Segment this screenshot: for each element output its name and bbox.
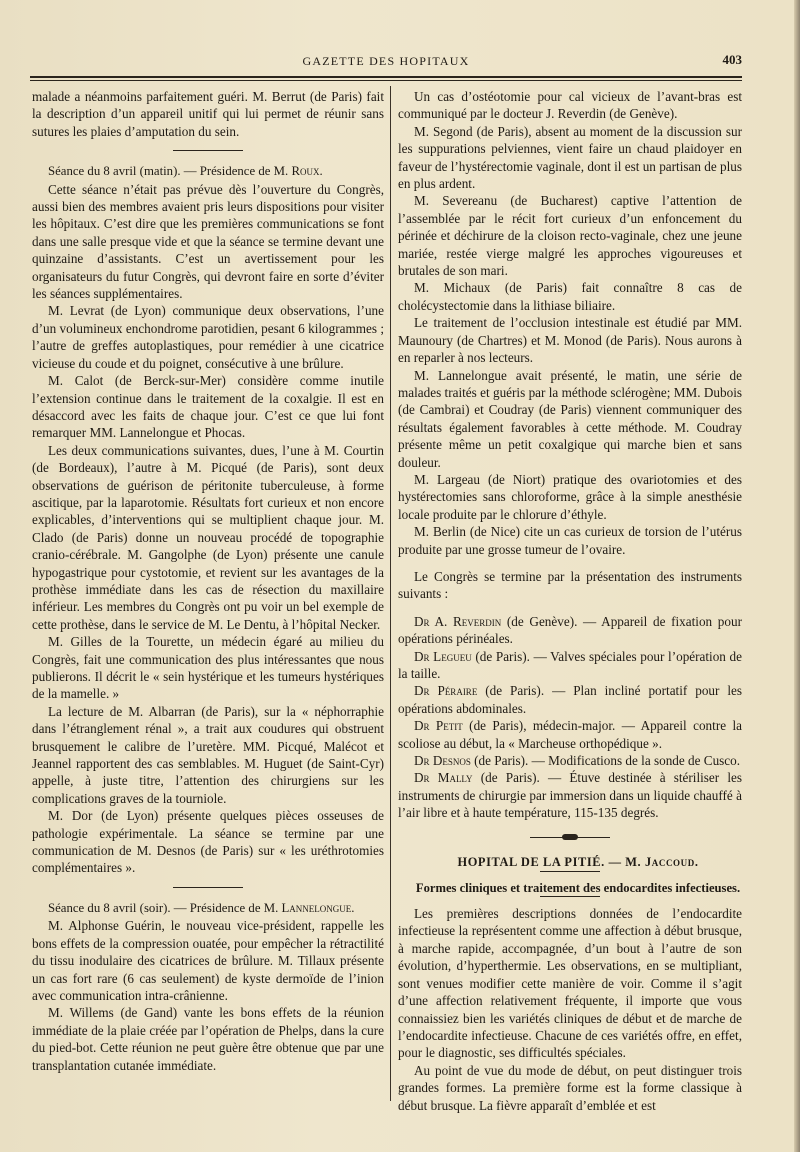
instrument-text: (de Genève). — Appareil de fixation pour opérations périnéales. bbox=[398, 613, 742, 647]
instrument-item bbox=[398, 682, 742, 717]
page-header bbox=[30, 50, 742, 72]
section-heading-text: HOPITAL DE LA PITIÉ. — M. bbox=[457, 854, 645, 869]
paragraph: M. Willems (de Gand) vante les bons effets de la réunion immédiate de la plaie créée par l’opération de Phelps, dans la cure du pied-bot. Cette réunion ne peut guère être obtenue que par une transplantation cutanée immédiate. bbox=[32, 1005, 384, 1073]
paragraph: La lecture de M. Albarran (de Paris), sur la « néphorraphie dans l’étranglement rénal », a trait aux coudures qui obstruent brusquement le calibre de l’uretère. MM. Picqué, Malécot et Jeannel rapportent des cas semblables. M. Huguet (de Saint-Cyr) appelle, à juste titre, l’attention des chirurgiens sur les complications graves de la tourniole. bbox=[32, 703, 384, 806]
header-double-rule bbox=[30, 76, 742, 81]
separator-rule bbox=[540, 871, 600, 872]
paragraph: M. Dor (de Lyon) présente quelques pièces osseuses de pathologie expérimentale. La séance se termine par une communication de M. Desnos (de Paris) sur « les uréthrotomies complémentaires ». bbox=[32, 808, 384, 876]
instrument-text: (de Paris). — Étuve destinée à stériliser les instruments de chirurgie par immersion dans un liquide chauffé à l’air libre et à haute température, 115-135 degrés. bbox=[398, 770, 743, 821]
paragraph: Les premières descriptions données de l’endocardite infectieuse la représentent comme une affection à début brusque, à marche rapide, accompagnée, d’un bout à l’autre de son évolution, d’hyperthermie. Les observations, en se multipliant, sont venues modifier cette manière de voir. Comme il s’agit d’une affection relativement fréquente, il importe que vous connaissiez bien les variétés cliniques de début et de marche de l’endocardite infectieuse. Chacune de ces variétés offre, en effet, pour le diagnostic, ses difficultés spéciales. bbox=[398, 906, 742, 1061]
paragraph: M. Gilles de la Tourette, un médecin égaré au milieu du Congrès, fait une communication des plus intéressantes que nous publierons. Il décrit le « sein hystérique et les tumeurs hystériques de la mamelle. » bbox=[32, 634, 384, 702]
session-heading-text: Séance du 8 avril (soir). — Présidence de M. bbox=[48, 900, 282, 915]
spacer bbox=[398, 558, 742, 568]
paragraph: M. Berlin (de Nice) cite un cas curieux de torsion de l’utérus produite par une grosse tumeur de l’ovaire. bbox=[398, 524, 742, 557]
paragraph: M. Michaux (de Paris) fait connaître 8 cas de cholécystectomie dans la lithiase biliaire. bbox=[398, 280, 742, 313]
instrument-item bbox=[398, 752, 742, 769]
paragraph: M. Calot (de Berck-sur-Mer) considère comme inutile l’extension continue dans le traitement de la coxalgie. Il est en désaccord avec les faits de chaque jour. C’est ce que lui font remarquer MM. Lannelongue et Phocas. bbox=[32, 373, 384, 441]
instrument-author: Dr Péraire bbox=[414, 683, 478, 699]
paragraph: Le Congrès se termine par la présentation des instruments suivants : bbox=[398, 568, 742, 602]
ornamental-separator bbox=[530, 834, 610, 840]
paragraph: malade a néanmoins parfaitement guéri. M. Berrut (de Paris) fait la description d’un appareil unitif qui lui permet de réunir sans sutures les plaies d’amputation du sein. bbox=[32, 89, 384, 139]
instrument-text: (de Paris). — Modifications de la sonde de Cusco. bbox=[470, 753, 741, 769]
section-author: Jaccoud. bbox=[644, 854, 699, 869]
page-number: 403 bbox=[722, 52, 742, 67]
running-title: GAZETTE DES HOPITAUX bbox=[302, 54, 470, 68]
instrument-item bbox=[398, 648, 742, 683]
president-name: Lannelongue. bbox=[281, 900, 355, 915]
page-edge-shadow bbox=[794, 0, 800, 1152]
instrument-author: Dr A. Reverdin bbox=[414, 613, 502, 629]
paragraph: Le traitement de l’occlusion intestinale est étudié par MM. Maunoury (de Chartres) et M. Monod (de Paris). Nous aurons à en reparler à nos lecteurs. bbox=[398, 315, 742, 366]
paragraph: M. Lannelongue avait présenté, le matin, une série de malades traités et guéris par la méthode sclérogène; MM. Dubois (de Cambrai) et Coudray (de Paris) viennent communiquer des résultats également favorables à cette méthode. M. Coudray présente même un petit coxalgique qui marche bien et sans douleur. bbox=[398, 367, 742, 470]
instrument-text: (de Paris). — Valves spéciales pour l’opération de la taille. bbox=[398, 648, 742, 681]
paragraph: M. Largeau (de Niort) pratique des ovariotomies et des hystérectomies sans chloroforme, grâce à la simple anesthésie locale produite par le chlorure d’éthyle. bbox=[398, 471, 742, 522]
instrument-author: Dr Petit bbox=[414, 718, 463, 734]
column-divider bbox=[390, 86, 391, 1101]
instrument-item bbox=[398, 769, 742, 821]
paragraph: M. Segond (de Paris), absent au moment de la discussion sur les suppurations pelviennes, vient faire un chaud plaidoyer en faveur de l’hystérectomie vaginale, dont il est un partisan de plus en plus ardent. bbox=[398, 123, 742, 192]
president-name: Roux. bbox=[291, 164, 323, 179]
instrument-item bbox=[398, 717, 742, 752]
paragraph: M. Alphonse Guérin, le nouveau vice-président, rappelle les bons effets de la compression ouatée, pour empêcher la rétractilité du tissu inodulaire des cicatrices de brûlure. M. Tillaux présente un cas fort rare (6 cas seulement) de kyste dermoïde de l’inion avec communication intra-crânienne. bbox=[32, 918, 384, 1003]
instrument-text: (de Paris). — Plan incliné portatif pour les opérations abdominales. bbox=[398, 683, 742, 716]
separator-rule bbox=[173, 887, 243, 888]
session-heading bbox=[32, 163, 384, 180]
lecture-title: Formes cliniques et traitement des endocardites infectieuses. bbox=[415, 881, 741, 896]
right-column bbox=[398, 88, 742, 1114]
section-heading bbox=[398, 854, 742, 871]
paragraph: M. Levrat (de Lyon) communique deux observations, l’une d’un volumineux enchondrome parotidien, pesant 6 kilogrammes ; l’autre de greffes autoplastiques, pour remédier à une cicatrice vicieuse du coude et du poignet, consécutive à une brûlure. bbox=[32, 303, 384, 371]
paragraph: Un cas d’ostéotomie pour cal vicieux de l’avant-bras est communiqué par le docteur J. Reverdin (de Genève). bbox=[398, 89, 742, 122]
instrument-item bbox=[398, 613, 742, 648]
left-column bbox=[32, 88, 384, 1074]
separator-rule bbox=[540, 896, 600, 897]
paragraph: Cette séance n’était pas prévue dès l’ouverture du Congrès, aussi bien des membres avaient pris leurs dispositions pour visiter les hôpitaux. C’est dire que les premières communications se font dans une salle presque vide et que la séance se termine devant une quinzaine d’assistants. C’est un avertissement pour les organisateurs du futur Congrès, qui devront faire en sorte d’éviter les séances supplémentaires. bbox=[32, 181, 384, 302]
paragraph: Au point de vue du mode de début, on peut distinguer trois grandes formes. La première forme est la forme classique à début brusque. La fièvre apparaît d’emblée et est bbox=[398, 1062, 742, 1113]
instrument-author: Dr Mally bbox=[414, 770, 473, 786]
instrument-author: Dr Legueu bbox=[414, 648, 472, 664]
spacer bbox=[398, 603, 742, 613]
session-heading-text: Séance du 8 avril (matin). — Présidence de M. bbox=[48, 164, 292, 179]
instrument-text: (de Paris), médecin-major. — Appareil contre la scoliose au début, la « Marcheuse orthopédique ». bbox=[398, 718, 742, 751]
paragraph: Les deux communications suivantes, dues, l’une à M. Courtin (de Bordeaux), l’autre à M. Picqué (de Paris), sont deux observations de guérison de péritonite tuberculeuse, à forme ascitique, par la laparotomie. Résultats fort curieux et non encore explicables, d’interventions qui se multiplient chaque jour. M. Clado (de Paris) donne un nouveau procédé de topographie cranio-cérébrale. M. Gangolphe (de Lyon) présente une canule hypogastrique pour cystotomie, et revient sur les avantages de la prothèse immédiate dans les cas de résection du maxillaire inférieur. Les membres du Congrès ont pu voir un bel exemple de cette prothèse, dans le service de M. Le Dentu, à l’hôpital Necker. bbox=[32, 442, 384, 632]
instrument-author: Dr Desnos bbox=[414, 753, 471, 769]
separator-rule bbox=[173, 150, 243, 151]
session-heading bbox=[32, 900, 384, 917]
paragraph: M. Severeanu (de Bucharest) captive l’attention de l’assemblée par le récit fort curieux d’un enfoncement du périnée et déchirure de la cloison recto-vaginale, chez une jeune mariée, restée vierge malgré les approches vigoureuses et brutales de son mari. bbox=[398, 193, 742, 279]
